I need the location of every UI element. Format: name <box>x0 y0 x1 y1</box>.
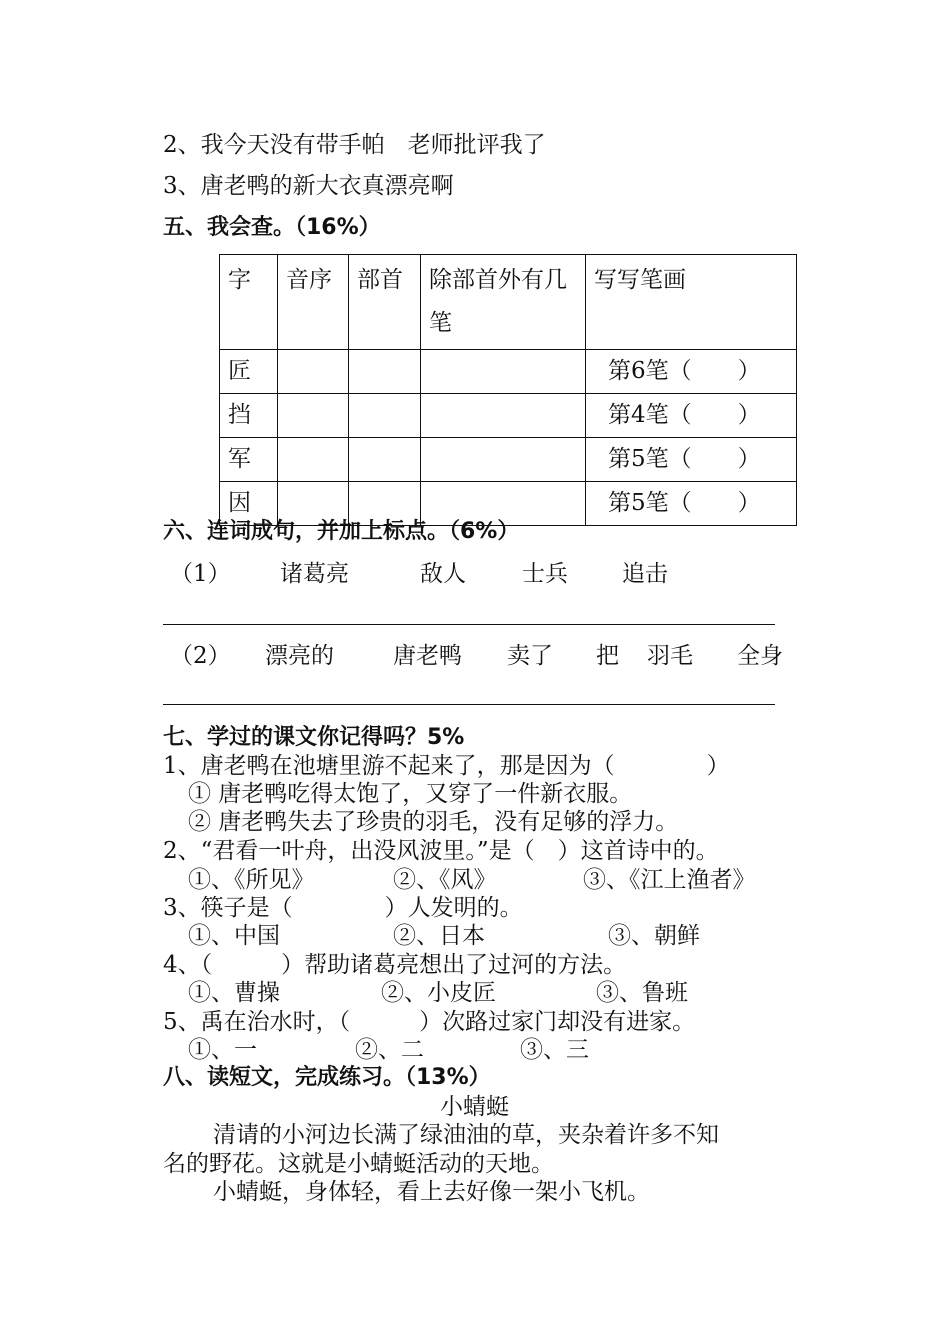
table-header-row <box>220 255 797 350</box>
option[interactable]: ②、日本 <box>393 923 485 949</box>
header-pinyin-initial: 音序 <box>278 255 349 350</box>
radical-blank[interactable] <box>349 438 421 482</box>
stroke-question[interactable]: 第5笔（ ） <box>586 438 797 482</box>
section-5-title: 五、我会查。（16%） <box>163 215 381 240</box>
option[interactable]: ①、一 <box>188 1037 257 1063</box>
pinyin-blank[interactable] <box>278 350 349 394</box>
word-chip: 敌人 <box>420 561 466 587</box>
paragraph-2: 小蜻蜓，身体轻，看上去好像一架小飞机。 <box>213 1179 650 1205</box>
radical-blank[interactable] <box>349 350 421 394</box>
option[interactable]: ③、三 <box>520 1037 589 1063</box>
question-3: 3、筷子是（ ）人发明的。 <box>163 895 523 921</box>
word-chip: 士兵 <box>522 561 568 587</box>
option-1a[interactable]: ① 唐老鸭吃得太饱了，又穿了一件新衣服。 <box>188 781 633 807</box>
header-write-stroke: 写写笔画 <box>586 255 797 350</box>
table-row <box>220 350 797 394</box>
story-title: 小蜻蜓 <box>440 1094 509 1120</box>
section-8-title: 八、读短文，完成练习。（13%） <box>163 1065 491 1090</box>
pinyin-blank[interactable] <box>278 394 349 438</box>
option[interactable]: ②、二 <box>355 1037 424 1063</box>
option-1b[interactable]: ② 唐老鸭失去了珍贵的羽毛，没有足够的浮力。 <box>188 809 679 835</box>
stroke-question[interactable]: 第4笔（ ） <box>586 394 797 438</box>
sentence-2: 2、我今天没有带手帕 老师批评我了 <box>163 132 546 158</box>
radical-blank[interactable] <box>349 394 421 438</box>
section-6-title: 六、连词成句，并加上标点。（6%） <box>163 519 520 544</box>
row-char: 匠 <box>220 350 278 394</box>
stroke-question[interactable]: 第5笔（ ） <box>586 482 797 526</box>
option[interactable]: ①、曹操 <box>188 980 280 1006</box>
q1-number: （1） <box>170 561 231 587</box>
option[interactable]: ③、《江上渔者》 <box>583 867 756 893</box>
question-2: 2、“君看一叶舟，出没风波里。”是（ ）这首诗中的。 <box>163 838 719 864</box>
section-7-title: 七、学过的课文你记得吗？5% <box>163 725 465 750</box>
row-char: 因 <box>220 482 278 526</box>
option[interactable]: ②、《风》 <box>393 867 497 893</box>
answer-line-2[interactable] <box>163 704 775 705</box>
question-1: 1、唐老鸭在池塘里游不起来了，那是因为（ ） <box>163 753 730 779</box>
word-chip: 卖了 <box>507 643 553 669</box>
option[interactable]: ③、朝鲜 <box>608 923 700 949</box>
question-5: 5、禹在治水时，（ ）次路过家门却没有进家。 <box>163 1009 696 1035</box>
word-chip: 全身 <box>737 643 783 669</box>
header-remaining-strokes: 除部首外有几笔 <box>421 255 586 350</box>
word-chip: 诸葛亮 <box>280 561 349 587</box>
word-chip: 漂亮的 <box>265 643 334 669</box>
table-row <box>220 438 797 482</box>
answer-line-1[interactable] <box>163 624 775 625</box>
word-chip: 唐老鸭 <box>393 643 462 669</box>
pinyin-blank[interactable] <box>278 438 349 482</box>
strokes-blank[interactable] <box>421 350 586 394</box>
sentence-3: 3、唐老鸭的新大衣真漂亮啊 <box>163 173 454 199</box>
header-radical: 部首 <box>349 255 421 350</box>
question-4: 4、（ ）帮助诸葛亮想出了过河的方法。 <box>163 952 627 978</box>
row-char: 挡 <box>220 394 278 438</box>
option[interactable]: ①、《所见》 <box>188 867 315 893</box>
word-chip: 把 <box>596 643 619 669</box>
strokes-blank[interactable] <box>421 438 586 482</box>
word-chip: 羽毛 <box>647 643 693 669</box>
table-row <box>220 394 797 438</box>
word-chip: 追击 <box>622 561 668 587</box>
option[interactable]: ①、中国 <box>188 923 280 949</box>
paragraph-1-line-2: 名的野花。这就是小蜻蜓活动的天地。 <box>163 1151 554 1177</box>
row-char: 军 <box>220 438 278 482</box>
q2-number: （2） <box>170 643 231 669</box>
strokes-blank[interactable] <box>421 394 586 438</box>
option[interactable]: ③、鲁班 <box>596 980 688 1006</box>
lookup-table <box>219 254 797 526</box>
stroke-question[interactable]: 第6笔（ ） <box>586 350 797 394</box>
header-char: 字 <box>220 255 278 350</box>
paragraph-1-line-1: 清请的小河边长满了绿油油的草，夹杂着许多不知 <box>213 1122 719 1148</box>
option[interactable]: ②、小皮匠 <box>381 980 496 1006</box>
